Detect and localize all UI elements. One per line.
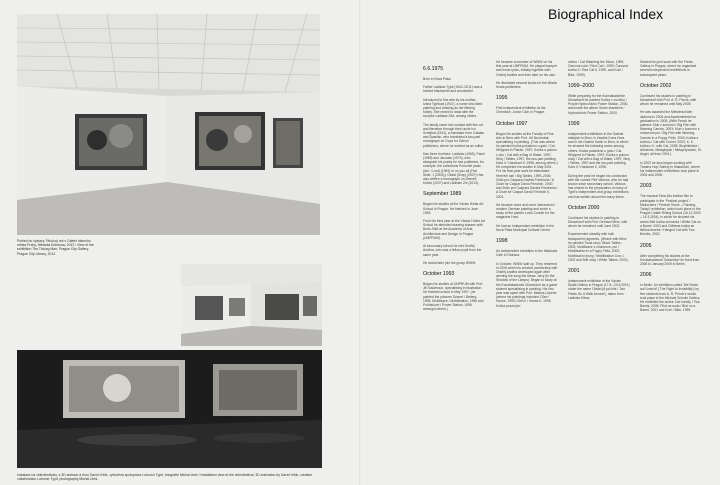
entry-paragraph: First independent exhibition at the Chemicke, Junior Club in Prague. [496,106,546,115]
caption-main-photo: Pohled do výstavy Tělo(ca) not v Galerii hlavního města Prahy, Městská knihovna, 2012 / View of the exhibition The Ticking Man, Prague City Gallery, Prague City Library, 2012. [17,239,94,256]
entry-date-heading: 1995 [496,95,508,102]
index-column-2 [496,60,558,312]
entry-paragraph: He had an independent exhibition in the Nová Paka Municipal Cultural Centre. [496,223,555,232]
entry-paragraph: He became a member of WWW on his first year at UMPRUM. He played trumpet and wrote lyrics, initially together with Ondřej Anděra and then later on his own. [496,60,557,77]
entry-paragraph: After completing his studies at the Kunstakademie Düsseldorf he lived from 2006 to January 2009 in Berlin. [640,253,700,266]
video-installation-photo [17,350,322,468]
entry-paragraph: At secondary school he met Ondřej Anděra, who was a fellow pupil from the same year. [423,244,482,257]
entry-paragraph: Independent exhibition in the Václav Špála Gallery in Prague (17.5.–20.6.2001) under the name Obidel jä pol bits / Two Fields Go It Walk Around'), taken from Ladislav Klima. [568,278,630,300]
entry-paragraph: mélnú / Cat Watching the Moon, 1999; Čarovná ruže / Red Cat I, 1999; Čarovná kočka II / Red Cat II, 1999, and Kočí / Bike, 1999). [568,60,628,77]
entry-paragraph: In October, WWW split up. They reformed in 2006 when his creative partnership with Ondřej Anděra developed again after winning the song the Ideas: Jerry (in the Shadow of the Lamps). Began to study at the Kunstakademie Düsseldorf as a guest student specialising in painting. His first year was spent with Prof. Markus Lüpertz (where his paintings included: Dům / House, 1999; Dům II / House II, 1999; Kočka pozorující [496,261,558,308]
entry-date-heading: 2001 [568,267,580,274]
entry-paragraph: Experimented steadily with half-transparent pigments. (Where with Merz he painted Tomá struj / Black Tables, 2002; Mobilizace s mokonum. pul / Mobilisation in a Puppy Field, 2002; Mobilizační rpuny / Mobilisation Crux I, 2002 and Bílé stoly / White Tables, 2002). [568,232,629,262]
entry-paragraph: During the year he began his connection with the curator Petr Vaňous, who he had known since secondary school. Vaňous has shared in the preparation of many of Typlt's independent and group exhibitions and has written about him many times. [568,173,629,199]
entry-paragraph: Continued his studies in painting in Düsseldorf with Prof. Gerhard Merz, with whom he remained until June 2002. [568,215,628,229]
entry-paragraph: Continued his studies in painting in Düsseldorf with Prof. A. R. Penck, with whom he remained until May 2005. [640,93,697,107]
entry-paragraph: He illustrated several books for the Mladá fronta publishers. [496,80,557,90]
entry-paragraph: An independent exhibition in the Mladosta Cafe in Ostrava. [496,249,558,258]
entry-date-heading: October 2002 [640,82,672,89]
exhibition-photo-main [17,14,320,235]
entry-date-heading: October 2000 [568,204,600,211]
entry-date-heading: 1999–2000 [568,82,594,89]
entry-paragraph: In Berlin. An exhibition called 'Die Recht auf Unsicht' ('The Right to Invisibility') by five students from A. R. Penck's studio took place in the Michael Schultz Gallery. He exhibited the works: Der Inesity / Two Bands, 2006; Pilot na suda / Bird on a Barrel, 2001 and Kočí / Bike, 1999. [640,283,701,313]
index-column-1 [423,60,485,315]
entry-paragraph: While preparing for the Kunstakademie Düsseldorf he painted Kočka v vozíčku / Purple Hydrochloric Power Station, 2000, and made the album Sedm stavebník / Hydrochloric Power Station, 2000. [568,93,629,115]
entry-paragraph: Began his studies at the Faculty of Fine Arts in Brno with Prof. Ulf Nechvátal, specialising in painting. (This was where he painted Kočka pokaženo u gatu / Cat Whipped in Plastic, 1997; Kočka s pokrou v uhu / Cat with a Bag of Water, 1997; Stroj / Tables, 1997, the two-part painting Kára II / Handcart II, 1998, among others.) He completed his studies in May 2001. For his final year work he elaborated Hněvivé ústí / Big Tables, 1999–2000; Zrdlo pro Caspara Davida Friedricha / A Chair for Caspar David Friedrich, 2000 and Zrdlo pro Caspara Davida Friedricha / A Chair for Caspar David Friedrich II, 2001. [496,131,558,199]
entry-paragraph: Independent exhibitions in the Galerie mladých in Brno, in Hradek Kuna Hora and in the Galerie Karlin in Brno, in which he showed the following works among others: Kočka pokaženo u gatu / Cat Whipped in Plastic, 1997; Kočka s pokrou vody / Cat with a Bag of Water, 1997; Stroj / Tables, 1997 and the two-part painting Kára II / Handcart II, 1998. [568,131,630,170]
entry-date-heading: October 1993 [423,270,455,277]
entry-paragraph: He was awarded the Meisterschüler diploma in 2004 and Akademiebrief on graduation in 2005. (With Penck he painted: Klub z komorní / Big Fish with Warning Carrots, 2003; Klub z komorní s mokonum pul / Big Fish with Warning Carrots in a Puppy Field, 2003; Kočka s kočkou / Cat with Comet, 2003; K. K. kočka u K. with Cat, 2005; Bicyklistická / Alchemie, Metaphysik / Metaphysician, St. Angel, all from 2004.) [640,110,702,157]
entry-date-heading: 1998 [496,238,508,245]
entry-paragraph: Father Ladislav Typlt (1942–2011) was a trained blacksmith and woodcutter. [423,85,483,94]
entry-paragraph: The family came into contact with fine art and literature through their uncle Ivo Schejbal (1941), a translator from Catalan and Spanish, who translated a two-part monograph on Goya for Odeon publishers, where he worked as an editor. [423,122,485,148]
entry-paragraph: Began his studies at UMPRUM with Prof. Jiří Salamoun, specialising in illustration. He finished school in May 1997, (he painted the pictures Sonnet / Bettery, 1995; Mobilizace / Mobilisation, 1996 and Počítačové / Power Station, 1996 amongst others.) [423,281,484,312]
index-column-3 [568,60,630,304]
entry-paragraph: Has three brothers: Ladislav (1969), Pavel (1969) and Jaroslav (1973), who alongside his poetry he has published, for example, the collections Poruchel panic (Anl. / Lost) (1994) or on you all (Flat Suite, J (2003)), Oskal (Gray) (2007) Has also written a monograph on Zdeněk Košek (2007) and Ladislav Zív (2013). [423,151,485,186]
entry-paragraph: Started his joint work with the Freiss Gallery in Prague, where he organised several independent exhibitions in subsequent years. [640,60,697,77]
entry-date-heading: October 1997 [496,120,528,127]
entry-paragraph: He became more and more interested in modern German painting and wrote a study of the painter Lovis Corinth for the magazine Host. [496,202,556,220]
entry-date-heading: September 1989 [423,191,462,198]
entry-paragraph: The musical Kára (his instinct film to participate in the 'Festival project' / Metlochers / Pertinel Tense – Painting Today') exhibition, which took place in the Prague Castle Riding School (16.12.2003 – 14.3.2004), in which he showed his works Bílé kočka zuhoenia / White Cat on a Barrel, 2003 and Oblitená kočka se tlelima tenebe / Hanged Cat with Two Bombs, 2002. [640,194,701,237]
entry-paragraph: Introduced to fine arts by his mother, Ivana Typltová (1947), a nurse who liked painting and drawing as her lifelong hobby. She meant to draw with the sculptor Ladislav Zíta, among others. [423,97,483,119]
entry-paragraph: Began his studies at the Václav Hollar Art School in Prague. He finished in June 1993. [423,202,484,215]
entry-paragraph: In 2002 he also began working with Traders Hop Gallery in Maastricht, where his independent exhibitions took place in 2004 and 2008. [640,160,700,178]
entry-paragraph: He would later join the group WWW. [423,260,476,265]
entry-paragraph: Born in Nová Paka. [423,77,452,81]
caption-dark-photo: Instalace na videofestivalu, s 3D animací a hrou David Vrbík, vytvořená spolupráce Lubomír Typlt, fotografie Michal Ureš / Installation view at the videofestival, 3D animation by David Vrbík, creative collaboration Lubomír Typlt, photography Michal Ureš. [17,473,313,482]
index-column-4 [640,60,702,317]
gutter-shadow [359,0,361,485]
entry-date-heading: 2006 [640,272,652,279]
index-title: Biographical Index [548,6,664,22]
entry-date-heading: 2003 [640,183,652,190]
entry-date-heading: 1999 [568,120,580,127]
entry-date-heading: 6.6.1975 [423,66,444,72]
entry-paragraph: From his third year at the Václav Hollar Art School he attended drawing classes with Boris Jirků at the Academy of Arts, Architecture and Design in Prague (UMPRUM). [423,219,485,240]
exhibition-photo-gallery [181,264,322,346]
entry-date-heading: 2005 [640,242,652,249]
